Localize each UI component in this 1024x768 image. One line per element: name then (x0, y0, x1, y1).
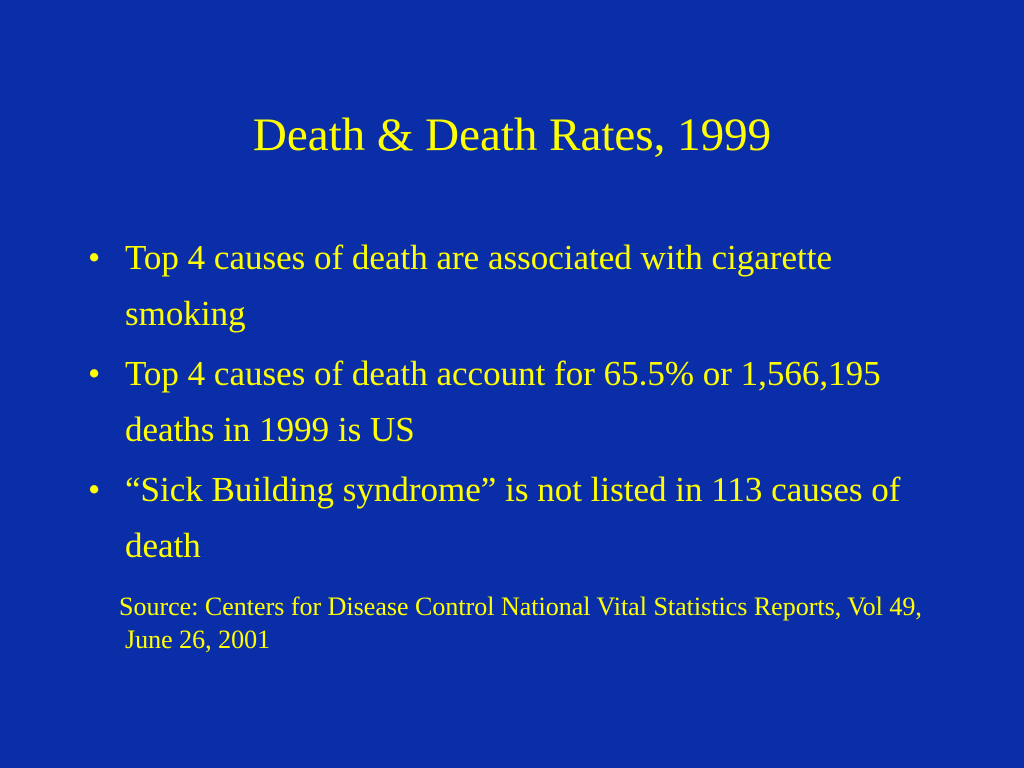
bullet-icon: • (88, 470, 101, 509)
slide-title: Death & Death Rates, 1999 (252, 109, 772, 161)
source-citation: Source: Centers for Disease Control National Vital Statistics Reports, Vol 49, June 26, 2001 (119, 592, 922, 654)
bullet-item-3 (88, 462, 948, 574)
bullet-item-1 (88, 230, 948, 342)
bullet-list (88, 230, 948, 578)
bullet-text: Top 4 causes of death account for 65.5% or 1,566,195 deaths in 1999 is US (125, 354, 881, 449)
bullet-text: Top 4 causes of death are associated with cigarette smoking (125, 238, 832, 333)
bullet-item-2 (88, 346, 948, 458)
bullet-text: “Sick Building syndrome” is not listed in 113 causes of death (125, 470, 901, 565)
bullet-icon: • (88, 354, 101, 393)
bullet-icon: • (88, 238, 101, 277)
